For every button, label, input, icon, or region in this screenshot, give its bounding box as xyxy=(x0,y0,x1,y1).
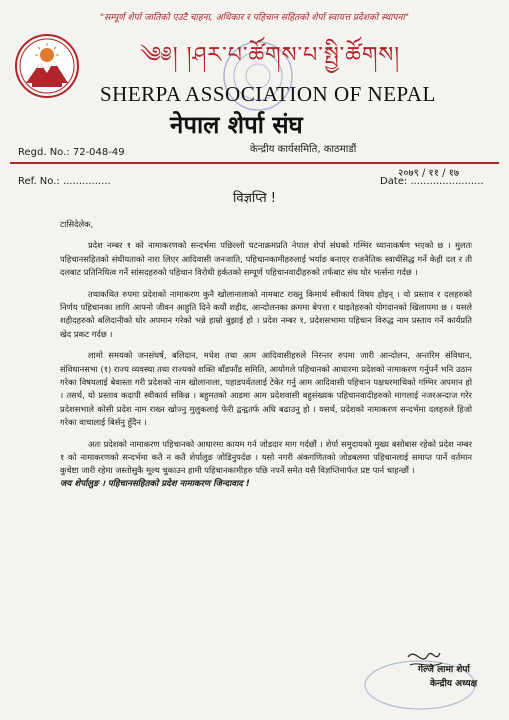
paragraph-4: अतः प्रदेशको नामाकरण पहिचानको आधारमा कायम गर्न जोडदार माग गर्दछौं । शेर्पा समुदायको मुख्य बसोबास रहेको प्रदेश नम्बर १ को नामाकरणको सन्दर्भमा कतै न कतै शेर्पालुङ जोडिनुपर्दछ । यसो नगरी अंकगणितको जोडबलमा पहिचानलाई समाप्त पार्ने वर्तमान कुचेष्टा जारी रहेमा जस्तोसुकै मूल्य चुकाउन हामी पहिचानकामीहरु पछि नपर्ने समेत यसै विज्ञप्तिमार्फत प्रष्ट पार्न चाहन्छौं । xyxy=(60,438,472,476)
reference-number: Ref. No.: ............... xyxy=(18,176,111,187)
signatory-name: गेल्जे लामा शेर्पा xyxy=(418,665,470,675)
paragraph-2: तथाकथित रुपमा प्रदेशको नामाकरण कुनै खोलानालाको नामबाट राख्नु किमार्थ स्वीकार्य विषय होइन् । यो प्रस्ताव र दलहरुको निर्णय पहिचानका लागि आफ्नो जीवन आहुति दिने कयौं शहीद, आन्दोलनका क्रममा बेपत्ता र घाइतेहरुको योगदानको खिलापमा छ । यसले शहीदहरुको बलिदानीको घोर अपमान गरेको भन्ने हाम्रो बुझाई हो । प्रदेश नम्बर १, प्रदेशसभामा पहिचान विरुद्ध नाम प्रस्ताव गर्ने कार्यप्रति खेद प्रकट गर्दछ । xyxy=(60,288,472,339)
signatory-title: केन्द्रीय अध्यक्ष xyxy=(430,679,478,689)
motto: "सम्पूर्ण शेर्पा जातिको एउटै चाहना, अधिकार र पहिचान सहितको शेर्पा स्वायत्त प्रदेशको स्थापना" xyxy=(99,13,410,23)
greeting: टासिदेलेक, xyxy=(60,219,94,229)
letter-body xyxy=(60,218,472,491)
date-value: २०७९ / ११ / १७ xyxy=(398,168,460,179)
header-divider xyxy=(10,162,499,164)
paragraph-1: प्रदेश नम्बर १ को नामाकरणको सन्दर्भमा पछिल्लो घटनाक्रमप्रति नेपाल शेर्पा संघको गम्भिर ध्यानाकर्षण भएको छ । मुलतः पहिचानसहितको संघीयताको नारा लिएर आदिवासी जनजाति, पहिचानकामीहरुलाई भर्याङ बनाएर राजनैतिक स्वार्थसिद्ध गर्ने केही दल र ती दलबाट प्रतिनिधित्व गर्ने सांसदहरुको पहिचान विरोधी हर्कतको सम्पूर्ण पहिचानवादीहरुको तर्फबाट संघ घोर भर्त्सना गर्दछ । xyxy=(60,240,472,277)
notice-title: विज्ञप्ति ! xyxy=(232,191,277,206)
nepali-name: नेपाल शेर्पा संघ xyxy=(170,111,303,139)
english-name: SHERPA ASSOCIATION OF NEPAL xyxy=(100,82,436,106)
registration-number: Regd. No.: 72-048-49 xyxy=(18,147,125,158)
paragraph-3: लामो समयको जनसंघर्ष, बलिदान, मधेश तथा आम आदिवासीहरुले निरन्तर रुपमा जारी आन्दोलन, अन्तरिम संविधान, संविधानसभा (१) राज्य व्यवस्था तथा राज्यको शक्ति बाँडफाँड समिति, आयोगले पहिचानको आधारमा प्रदेशको नामाकरण गर्नुपर्ने भनि उठान गरेका विषयलाई बेवास्ता गरी प्रदेशको नाम खोलानाला, पहाडपर्वतलाई टेकेर गर्नु आम आदिवासी पहिचान पक्षधरमाथिको गम्भिर अपमान हो । तसर्थ, यो प्रस्ताव कदापी स्वीकार्य सकिन्न । बहुमतको आडमा आम प्रदेशवासी बहुसंख्यक पहिचानवादीहरुको मागलाई नजरअन्दाज गरेर प्रदेशसभाले कोसी प्रदेश नाम राख्न खोज्नु मुलुकलाई फेरी द्वन्द्वतर्फ अघि बढाउनु हो । यसर्थ, प्रदेशको नामाकरण सन्दर्भमा दलहरुले हिजो गरेका वाचालाई बिर्सनु हुँदैन । xyxy=(60,350,472,427)
office-name: केन्द्रीय कार्यसमिति, काठमाडौं xyxy=(250,144,357,155)
association-logo xyxy=(14,33,80,99)
date-label: Date: ....................... xyxy=(380,176,484,187)
tibetan-name: ༄༅། །ཤར་པ་ཚོགས་པ་སྤྱི་ཚོགས། xyxy=(140,43,401,68)
slogan: जय शेर्पालुङ । पहिचानसहितको प्रदेश नामाकरण जिन्दावाद ! xyxy=(60,478,250,489)
